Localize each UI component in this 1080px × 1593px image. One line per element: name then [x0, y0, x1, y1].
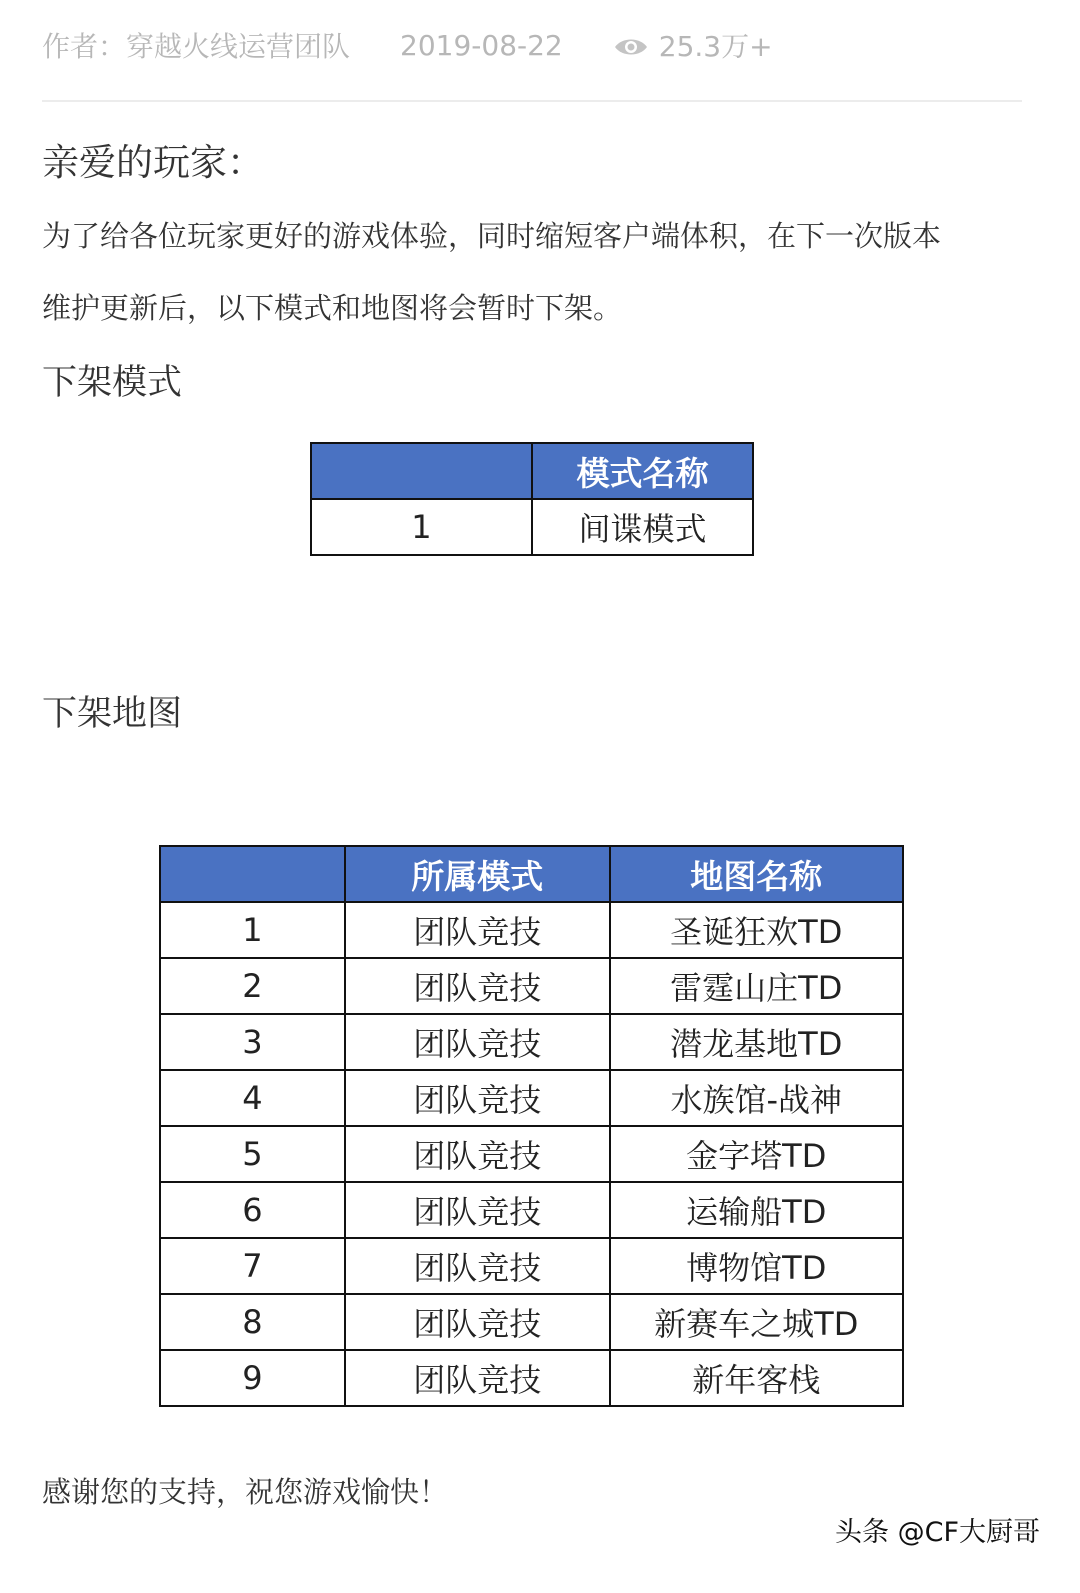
table-header-row — [160, 846, 903, 902]
table-row — [160, 1350, 903, 1406]
mode-cell: 团队竞技 — [345, 1294, 610, 1350]
map-name-cell: 潜龙基地TD — [610, 1014, 903, 1070]
map-name-cell: 新年客栈 — [610, 1350, 903, 1406]
table-row — [160, 1014, 903, 1070]
table-header-row — [311, 443, 753, 499]
removed-maps-table — [159, 845, 904, 1407]
row-index: 8 — [160, 1294, 345, 1350]
row-index: 5 — [160, 1126, 345, 1182]
map-name-cell: 圣诞狂欢TD — [610, 902, 903, 958]
row-index: 9 — [160, 1350, 345, 1406]
table-row — [160, 1070, 903, 1126]
map-name-cell: 金字塔TD — [610, 1126, 903, 1182]
row-index: 4 — [160, 1070, 345, 1126]
header-cell-index — [160, 846, 345, 902]
source-watermark: 头条 @CF大厨哥 — [835, 1517, 1040, 1548]
mode-name: 间谍模式 — [532, 499, 753, 555]
header-cell-map-name: 地图名称 — [610, 846, 903, 902]
intro-line-1: 为了给各位玩家更好的游戏体验，同时缩短客户端体积，在下一次版本 — [42, 219, 942, 253]
eye-icon — [613, 33, 649, 57]
header-cell-index — [311, 443, 532, 499]
table-row — [160, 1126, 903, 1182]
table-row — [160, 902, 903, 958]
mode-cell: 团队竞技 — [345, 1238, 610, 1294]
row-index: 1 — [160, 902, 345, 958]
header-cell-mode-name: 模式名称 — [532, 443, 753, 499]
row-index: 7 — [160, 1238, 345, 1294]
map-name-cell: 雷霆山庄TD — [610, 958, 903, 1014]
closing-message: 感谢您的支持，祝您游戏愉快！ — [42, 1475, 449, 1509]
mode-cell: 团队竞技 — [345, 1350, 610, 1406]
row-index: 1 — [311, 499, 532, 555]
mode-cell: 团队竞技 — [345, 1070, 610, 1126]
row-index: 6 — [160, 1182, 345, 1238]
view-count — [613, 25, 773, 65]
mode-cell: 团队竞技 — [345, 1014, 610, 1070]
table-row — [160, 958, 903, 1014]
intro-paragraph — [42, 200, 1032, 344]
map-name-cell: 运输船TD — [610, 1182, 903, 1238]
maps-section-title: 下架地图 — [42, 694, 183, 734]
table-row — [160, 1238, 903, 1294]
intro-line-2: 维护更新后，以下模式和地图将会暂时下架。 — [42, 291, 623, 325]
modes-section-title: 下架模式 — [42, 363, 183, 403]
author-label: 作者：穿越火线运营团队 — [42, 30, 351, 63]
view-count-value: 25.3万+ — [658, 30, 773, 63]
mode-cell: 团队竞技 — [345, 902, 610, 958]
map-name-cell: 水族馆-战神 — [610, 1070, 903, 1126]
table-row — [160, 1182, 903, 1238]
header-divider — [42, 100, 1022, 102]
mode-cell: 团队竞技 — [345, 1126, 610, 1182]
map-name-cell: 博物馆TD — [610, 1238, 903, 1294]
table-row — [311, 499, 753, 555]
mode-cell: 团队竞技 — [345, 958, 610, 1014]
article-meta — [42, 22, 773, 68]
header-cell-mode: 所属模式 — [345, 846, 610, 902]
map-name-cell: 新赛车之城TD — [610, 1294, 903, 1350]
row-index: 2 — [160, 958, 345, 1014]
publish-date: 2019-08-22 — [400, 28, 563, 62]
mode-cell: 团队竞技 — [345, 1182, 610, 1238]
greeting: 亲爱的玩家： — [42, 141, 264, 184]
removed-modes-table — [310, 442, 754, 556]
row-index: 3 — [160, 1014, 345, 1070]
table-row — [160, 1294, 903, 1350]
